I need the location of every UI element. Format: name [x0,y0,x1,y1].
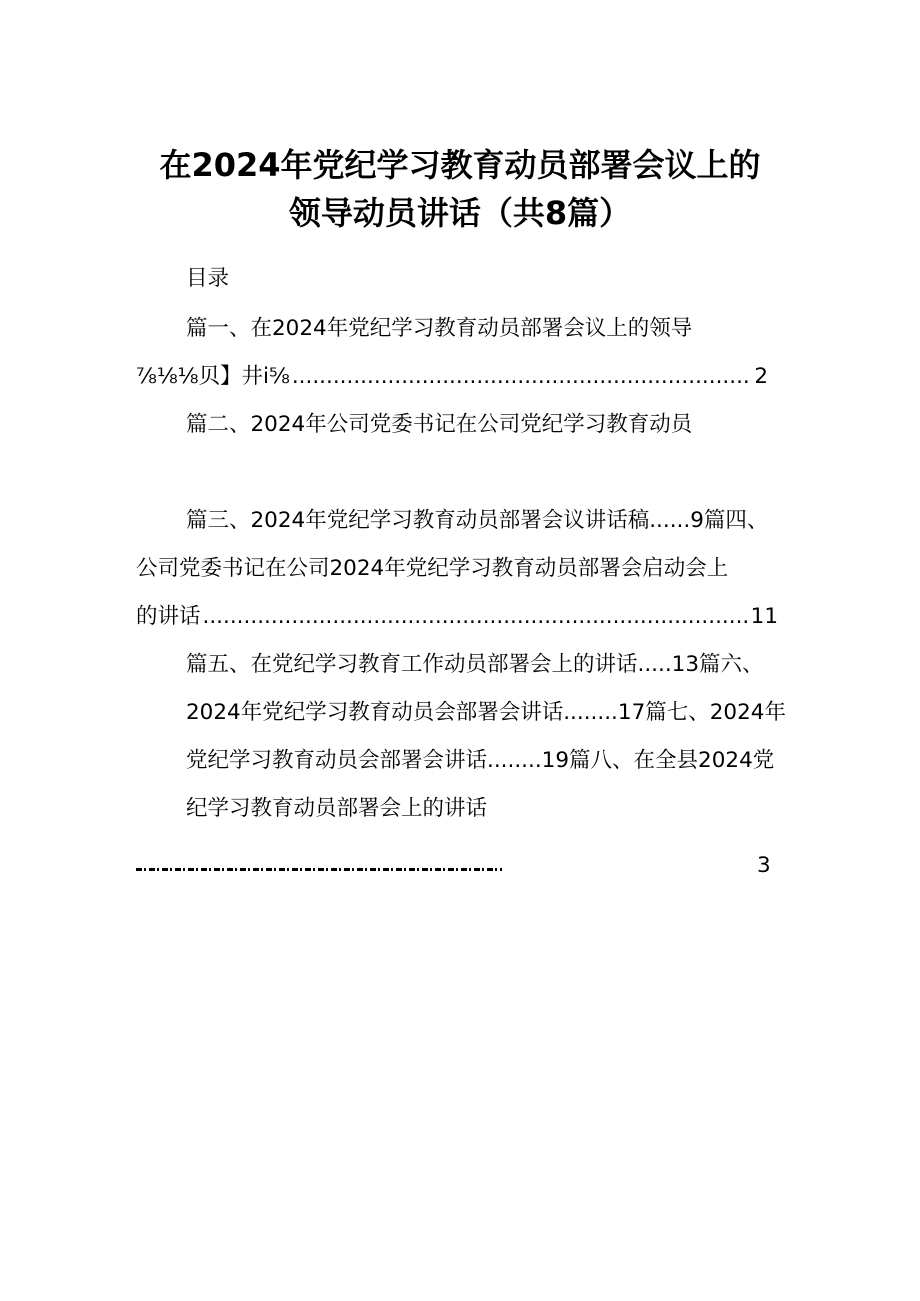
document-title-line-1: 在2024年党纪学习教育动员部署会议上的 [159,146,761,184]
toc-page-number: 11 [750,604,778,629]
toc-entry-8: 纪学习教育动员部署会上的讲话 [186,796,488,821]
dot-leader [203,603,749,631]
toc-entry-4: 公司党委书记在公司2024年党纪学习教育动员部署会启动会上 [136,556,729,581]
toc-entry-5: 篇五、在党纪学习教育工作动员部署会上的讲话.....13篇六、 [186,652,764,677]
dot-leader [292,363,752,391]
toc-page-number-last: 3 [757,853,771,878]
toc-entry-1: 篇一、在2024年党纪学习教育动员部署会议上的领导 [186,316,693,341]
document-title-line-2: 领导动员讲话（共8篇） [288,194,632,232]
dot-leader-broken [136,868,502,871]
toc-heading: 目录 [186,266,230,291]
toc-entry-2: 篇二、2024年公司党委书记在公司党纪学习教育动员 [186,412,693,437]
toc-entry-3: 篇三、2024年党纪学习教育动员部署会议讲话稿......9篇四、 [186,508,769,533]
toc-entry-text: 的讲话 [136,604,201,629]
toc-entry-1-continued [136,363,768,391]
toc-entry-6: 2024年党纪学习教育动员会部署会讲话........17篇七、2024年 [186,700,786,725]
toc-page-number: 2 [754,364,768,389]
toc-entry-4-continued [136,603,778,631]
toc-entry-7: 党纪学习教育动员会部署会讲话........19篇八、在全县2024党 [186,748,775,773]
toc-entry-text: ⅞⅛⅛贝】井i⅝ [136,364,290,389]
